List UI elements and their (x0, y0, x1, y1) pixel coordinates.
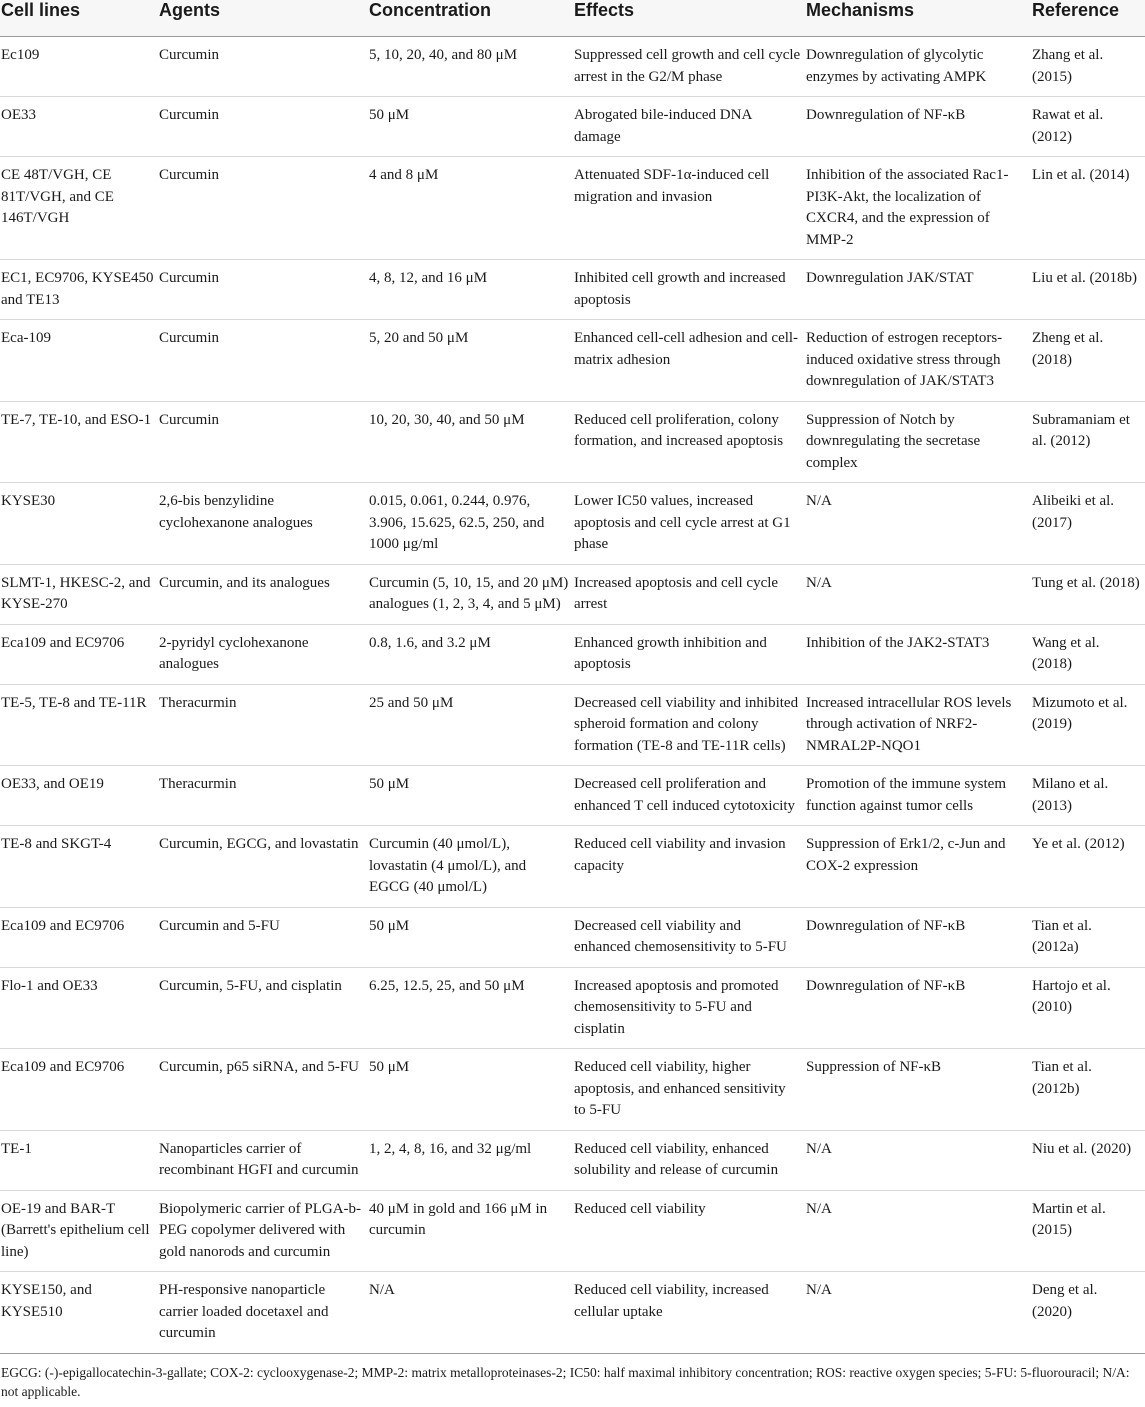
agents-cell: Nanoparticles carrier of recombinant HGFI and curcumin (158, 1130, 368, 1190)
table-row (0, 907, 1145, 967)
effects-cell: Suppressed cell growth and cell cycle arrest in the G2/M phase (573, 37, 805, 97)
effects-cell: Abrogated bile-induced DNA damage (573, 97, 805, 157)
table-row (0, 766, 1145, 826)
header-agents: Agents (158, 0, 368, 37)
concentration-cell: 50 μM (368, 766, 573, 826)
concentration-cell: 50 μM (368, 1049, 573, 1131)
reference-cell: Zhang et al. (2015) (1031, 37, 1145, 97)
table-row (0, 97, 1145, 157)
concentration-cell: 0.8, 1.6, and 3.2 μM (368, 624, 573, 684)
effects-cell: Lower IC50 values, increased apoptosis and cell cycle arrest at G1 phase (573, 483, 805, 565)
header-reference: Reference (1031, 0, 1145, 37)
header-mechanisms: Mechanisms (805, 0, 1031, 37)
reference-cell: Zheng et al. (2018) (1031, 320, 1145, 402)
reference-cell: Mizumoto et al. (2019) (1031, 684, 1145, 766)
cell-lines-cell: OE33 (0, 97, 158, 157)
cell-lines-cell: Eca109 and EC9706 (0, 1049, 158, 1131)
reference-cell: Tung et al. (2018) (1031, 564, 1145, 624)
mechanisms-cell: Downregulation JAK/STAT (805, 260, 1031, 320)
agents-cell: Curcumin (158, 260, 368, 320)
reference-cell: Liu et al. (2018b) (1031, 260, 1145, 320)
concentration-cell: 5, 20 and 50 μM (368, 320, 573, 402)
reference-cell: Subramaniam et al. (2012) (1031, 401, 1145, 483)
cell-lines-cell: CE 48T/VGH, CE 81T/VGH, and CE 146T/VGH (0, 157, 158, 260)
concentration-cell: 25 and 50 μM (368, 684, 573, 766)
effects-cell: Inhibited cell growth and increased apoptosis (573, 260, 805, 320)
cell-lines-cell: Eca109 and EC9706 (0, 907, 158, 967)
reference-cell: Wang et al. (2018) (1031, 624, 1145, 684)
agents-cell: 2-pyridyl cyclohexanone analogues (158, 624, 368, 684)
mechanisms-cell: Inhibition of the JAK2-STAT3 (805, 624, 1031, 684)
agents-cell: Curcumin (158, 97, 368, 157)
agents-cell: Curcumin (158, 401, 368, 483)
agents-cell: Curcumin (158, 320, 368, 402)
effects-cell: Attenuated SDF-1α-induced cell migration and invasion (573, 157, 805, 260)
mechanisms-cell: N/A (805, 1130, 1031, 1190)
mechanisms-cell: Increased intracellular ROS levels through activation of NRF2-NMRAL2P-NQO1 (805, 684, 1031, 766)
header-effects: Effects (573, 0, 805, 37)
table-row (0, 684, 1145, 766)
cell-lines-cell: TE-1 (0, 1130, 158, 1190)
mechanisms-cell: Suppression of Erk1/2, c-Jun and COX-2 expression (805, 826, 1031, 908)
mechanisms-cell: Downregulation of NF-κB (805, 97, 1031, 157)
cell-lines-cell: OE33, and OE19 (0, 766, 158, 826)
cell-lines-cell: Ec109 (0, 37, 158, 97)
concentration-cell: Curcumin (5, 10, 15, and 20 μM) analogues (1, 2, 3, 4, and 5 μM) (368, 564, 573, 624)
mechanisms-cell: Downregulation of NF-κB (805, 907, 1031, 967)
table-row (0, 260, 1145, 320)
table-footnote: EGCG: (-)-epigallocatechin-3-gallate; COX-2: cyclooxygenase-2; MMP-2: matrix metalloproteinases-2; IC50: half maximal inhibitory concentration; ROS: reactive oxygen species; 5-FU: 5-fluorouracil; N/A: not applicable. (1, 1364, 1130, 1399)
concentration-cell: Curcumin (40 μmol/L), lovastatin (4 μmol/L), and EGCG (40 μmol/L) (368, 826, 573, 908)
mechanisms-cell: Suppression of NF-κB (805, 1049, 1031, 1131)
table-row (0, 1272, 1145, 1354)
agents-cell: Curcumin, EGCG, and lovastatin (158, 826, 368, 908)
cell-lines-cell: TE-8 and SKGT-4 (0, 826, 158, 908)
cell-lines-cell: KYSE30 (0, 483, 158, 565)
agents-cell: Biopolymeric carrier of PLGA-b-PEG copolymer delivered with gold nanorods and curcumin (158, 1190, 368, 1272)
reference-cell: Niu et al. (2020) (1031, 1130, 1145, 1190)
concentration-cell: N/A (368, 1272, 573, 1354)
mechanisms-cell: N/A (805, 1272, 1031, 1354)
agents-cell: Theracurmin (158, 766, 368, 826)
mechanisms-cell: Suppression of Notch by downregulating the secretase complex (805, 401, 1031, 483)
cell-lines-cell: SLMT-1, HKESC-2, and KYSE-270 (0, 564, 158, 624)
effects-cell: Reduced cell viability, increased cellular uptake (573, 1272, 805, 1354)
effects-cell: Reduced cell viability, higher apoptosis, and enhanced sensitivity to 5-FU (573, 1049, 805, 1131)
concentration-cell: 1, 2, 4, 8, 16, and 32 μg/ml (368, 1130, 573, 1190)
effects-cell: Reduced cell viability, enhanced solubility and release of curcumin (573, 1130, 805, 1190)
mechanisms-cell: Downregulation of glycolytic enzymes by activating AMPK (805, 37, 1031, 97)
reference-cell: Martin et al. (2015) (1031, 1190, 1145, 1272)
agents-cell: Curcumin (158, 157, 368, 260)
header-cell-lines: Cell lines (0, 0, 158, 37)
mechanisms-cell: Inhibition of the associated Rac1-PI3K-Akt, the localization of CXCR4, and the expression of MMP-2 (805, 157, 1031, 260)
concentration-cell: 4 and 8 μM (368, 157, 573, 260)
agents-cell: PH-responsive nanoparticle carrier loaded docetaxel and curcumin (158, 1272, 368, 1354)
table-row (0, 1190, 1145, 1272)
cell-lines-cell: Eca-109 (0, 320, 158, 402)
agents-cell: Curcumin (158, 37, 368, 97)
table-row (0, 967, 1145, 1049)
concentration-cell: 50 μM (368, 907, 573, 967)
agents-cell: Curcumin and 5-FU (158, 907, 368, 967)
concentration-cell: 40 μM in gold and 166 μM in curcumin (368, 1190, 573, 1272)
effects-cell: Increased apoptosis and cell cycle arrest (573, 564, 805, 624)
agents-cell: Curcumin, and its analogues (158, 564, 368, 624)
effects-cell: Decreased cell viability and enhanced chemosensitivity to 5-FU (573, 907, 805, 967)
cell-lines-cell: KYSE150, and KYSE510 (0, 1272, 158, 1354)
mechanisms-cell: N/A (805, 564, 1031, 624)
agents-cell: Theracurmin (158, 684, 368, 766)
reference-cell: Deng et al. (2020) (1031, 1272, 1145, 1354)
effects-cell: Enhanced cell-cell adhesion and cell-matrix adhesion (573, 320, 805, 402)
cell-lines-cell: OE-19 and BAR-T (Barrett's epithelium cell line) (0, 1190, 158, 1272)
header-concentration: Concentration (368, 0, 573, 37)
concentration-cell: 6.25, 12.5, 25, and 50 μM (368, 967, 573, 1049)
cell-lines-cell: TE-7, TE-10, and ESO-1 (0, 401, 158, 483)
cell-lines-cell: Eca109 and EC9706 (0, 624, 158, 684)
header-row (0, 0, 1145, 37)
agents-cell: 2,6-bis benzylidine cyclohexanone analogues (158, 483, 368, 565)
concentration-cell: 4, 8, 12, and 16 μM (368, 260, 573, 320)
reference-cell: Milano et al. (2013) (1031, 766, 1145, 826)
effects-cell: Decreased cell proliferation and enhanced T cell induced cytotoxicity (573, 766, 805, 826)
mechanisms-cell: Downregulation of NF-κB (805, 967, 1031, 1049)
concentration-cell: 0.015, 0.061, 0.244, 0.976, 3.906, 15.625, 62.5, 250, and 1000 μg/ml (368, 483, 573, 565)
reference-cell: Rawat et al. (2012) (1031, 97, 1145, 157)
reference-cell: Hartojo et al. (2010) (1031, 967, 1145, 1049)
mechanisms-cell: Promotion of the immune system function against tumor cells (805, 766, 1031, 826)
effects-cell: Enhanced growth inhibition and apoptosis (573, 624, 805, 684)
concentration-cell: 50 μM (368, 97, 573, 157)
effects-cell: Reduced cell viability (573, 1190, 805, 1272)
reference-cell: Lin et al. (2014) (1031, 157, 1145, 260)
cell-lines-cell: TE-5, TE-8 and TE-11R (0, 684, 158, 766)
mechanisms-cell: N/A (805, 1190, 1031, 1272)
agents-cell: Curcumin, p65 siRNA, and 5-FU (158, 1049, 368, 1131)
table-header (0, 0, 1145, 37)
reference-cell: Ye et al. (2012) (1031, 826, 1145, 908)
cell-lines-cell: Flo-1 and OE33 (0, 967, 158, 1049)
agents-cell: Curcumin, 5-FU, and cisplatin (158, 967, 368, 1049)
table-body (0, 37, 1145, 1354)
mechanisms-cell: N/A (805, 483, 1031, 565)
table-row (0, 1130, 1145, 1190)
table-row (0, 1049, 1145, 1131)
effects-cell: Reduced cell viability and invasion capacity (573, 826, 805, 908)
effects-cell: Increased apoptosis and promoted chemosensitivity to 5-FU and cisplatin (573, 967, 805, 1049)
reference-cell: Tian et al. (2012b) (1031, 1049, 1145, 1131)
concentration-cell: 5, 10, 20, 40, and 80 μM (368, 37, 573, 97)
effects-cell: Reduced cell proliferation, colony formation, and increased apoptosis (573, 401, 805, 483)
concentration-cell: 10, 20, 30, 40, and 50 μM (368, 401, 573, 483)
table-row (0, 37, 1145, 97)
effects-cell: Decreased cell viability and inhibited spheroid formation and colony formation (TE-8 and TE-11R cells) (573, 684, 805, 766)
table-row (0, 320, 1145, 402)
reference-cell: Tian et al. (2012a) (1031, 907, 1145, 967)
table-row (0, 624, 1145, 684)
table-row (0, 826, 1145, 908)
table-row (0, 483, 1145, 565)
table-row (0, 401, 1145, 483)
cell-lines-cell: EC1, EC9706, KYSE450 and TE13 (0, 260, 158, 320)
mechanisms-cell: Reduction of estrogen receptors-induced oxidative stress through downregulation of JAK/STAT3 (805, 320, 1031, 402)
table-row (0, 564, 1145, 624)
table-row (0, 157, 1145, 260)
reference-cell: Alibeiki et al. (2017) (1031, 483, 1145, 565)
